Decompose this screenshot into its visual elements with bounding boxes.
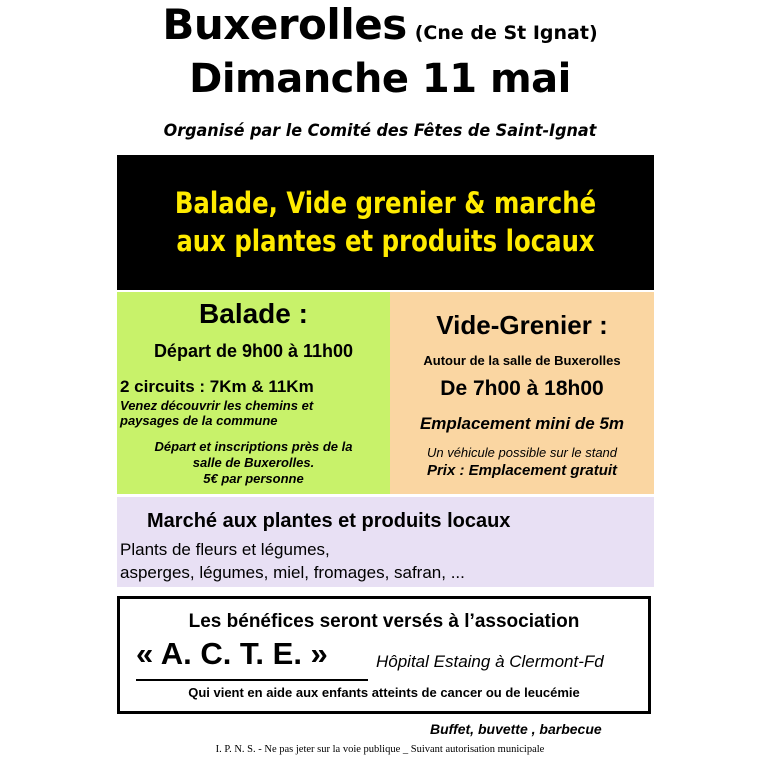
vide-grenier-price: Prix : Emplacement gratuit bbox=[426, 462, 618, 479]
balade-circuits: 2 circuits : 7Km & 11Km bbox=[120, 377, 314, 396]
vide-grenier-title: Vide-Grenier : bbox=[436, 310, 608, 340]
vide-grenier-location: Autour de la salle de Buxerolles bbox=[423, 353, 621, 368]
event-title bbox=[0, 0, 760, 49]
balade-discover bbox=[120, 398, 313, 428]
headline-line-2: aux plantes et produits locaux bbox=[176, 224, 595, 258]
marche-line-2: asperges, légumes, miel, fromages, safran, ... bbox=[120, 563, 465, 582]
balade-title: Balade : bbox=[199, 298, 308, 329]
marche-line-1: Plants de fleurs et légumes, bbox=[120, 540, 330, 559]
balade-inscription-line-2: salle de Buxerolles. bbox=[192, 455, 315, 470]
refreshments-line: Buffet, buvette , barbecue bbox=[430, 721, 602, 737]
event-date: Dimanche 11 mai bbox=[189, 56, 571, 102]
commune-label: (Cne de St Ignat) bbox=[414, 22, 598, 44]
association-underline bbox=[136, 679, 368, 681]
association-name: « A. C. T. E. » bbox=[136, 636, 328, 671]
marche-title: Marché aux plantes et produits locaux bbox=[147, 510, 511, 532]
balade-inscription-line-1: Départ et inscriptions près de la bbox=[154, 439, 353, 454]
headline-line-1: Balade, Vide grenier & marché bbox=[174, 186, 597, 220]
association-purpose: Qui vient en aide aux enfants atteints de cancer ou de leucémie bbox=[188, 685, 580, 700]
vide-grenier-vehicle: Un véhicule possible sur le stand bbox=[426, 445, 618, 460]
marche-products bbox=[120, 538, 465, 584]
town-name: Buxerolles bbox=[162, 0, 407, 49]
legal-imprint: I. P. N. S. - Ne pas jeter sur la voie publique _ Suivant autorisation municipale bbox=[215, 744, 545, 755]
balade-discover-line-1: Venez découvrir les chemins et bbox=[120, 398, 314, 413]
headline-text bbox=[160, 184, 611, 260]
benefits-line: Les bénéfices seront versés à l’association bbox=[188, 611, 580, 632]
hospital-name: Hôpital Estaing à Clermont-Fd bbox=[376, 652, 604, 671]
balade-departure: Départ de 9h00 à 11h00 bbox=[153, 341, 354, 361]
vide-grenier-hours: De 7h00 à 18h00 bbox=[440, 377, 604, 400]
balade-price: 5€ par personne bbox=[203, 471, 304, 486]
organizer-line: Organisé par le Comité des Fêtes de Saint-Ignat bbox=[163, 121, 597, 141]
balade-discover-line-2: paysages de la commune bbox=[120, 413, 278, 428]
vide-grenier-spot: Emplacement mini de 5m bbox=[419, 414, 625, 433]
balade-inscription bbox=[117, 439, 390, 487]
